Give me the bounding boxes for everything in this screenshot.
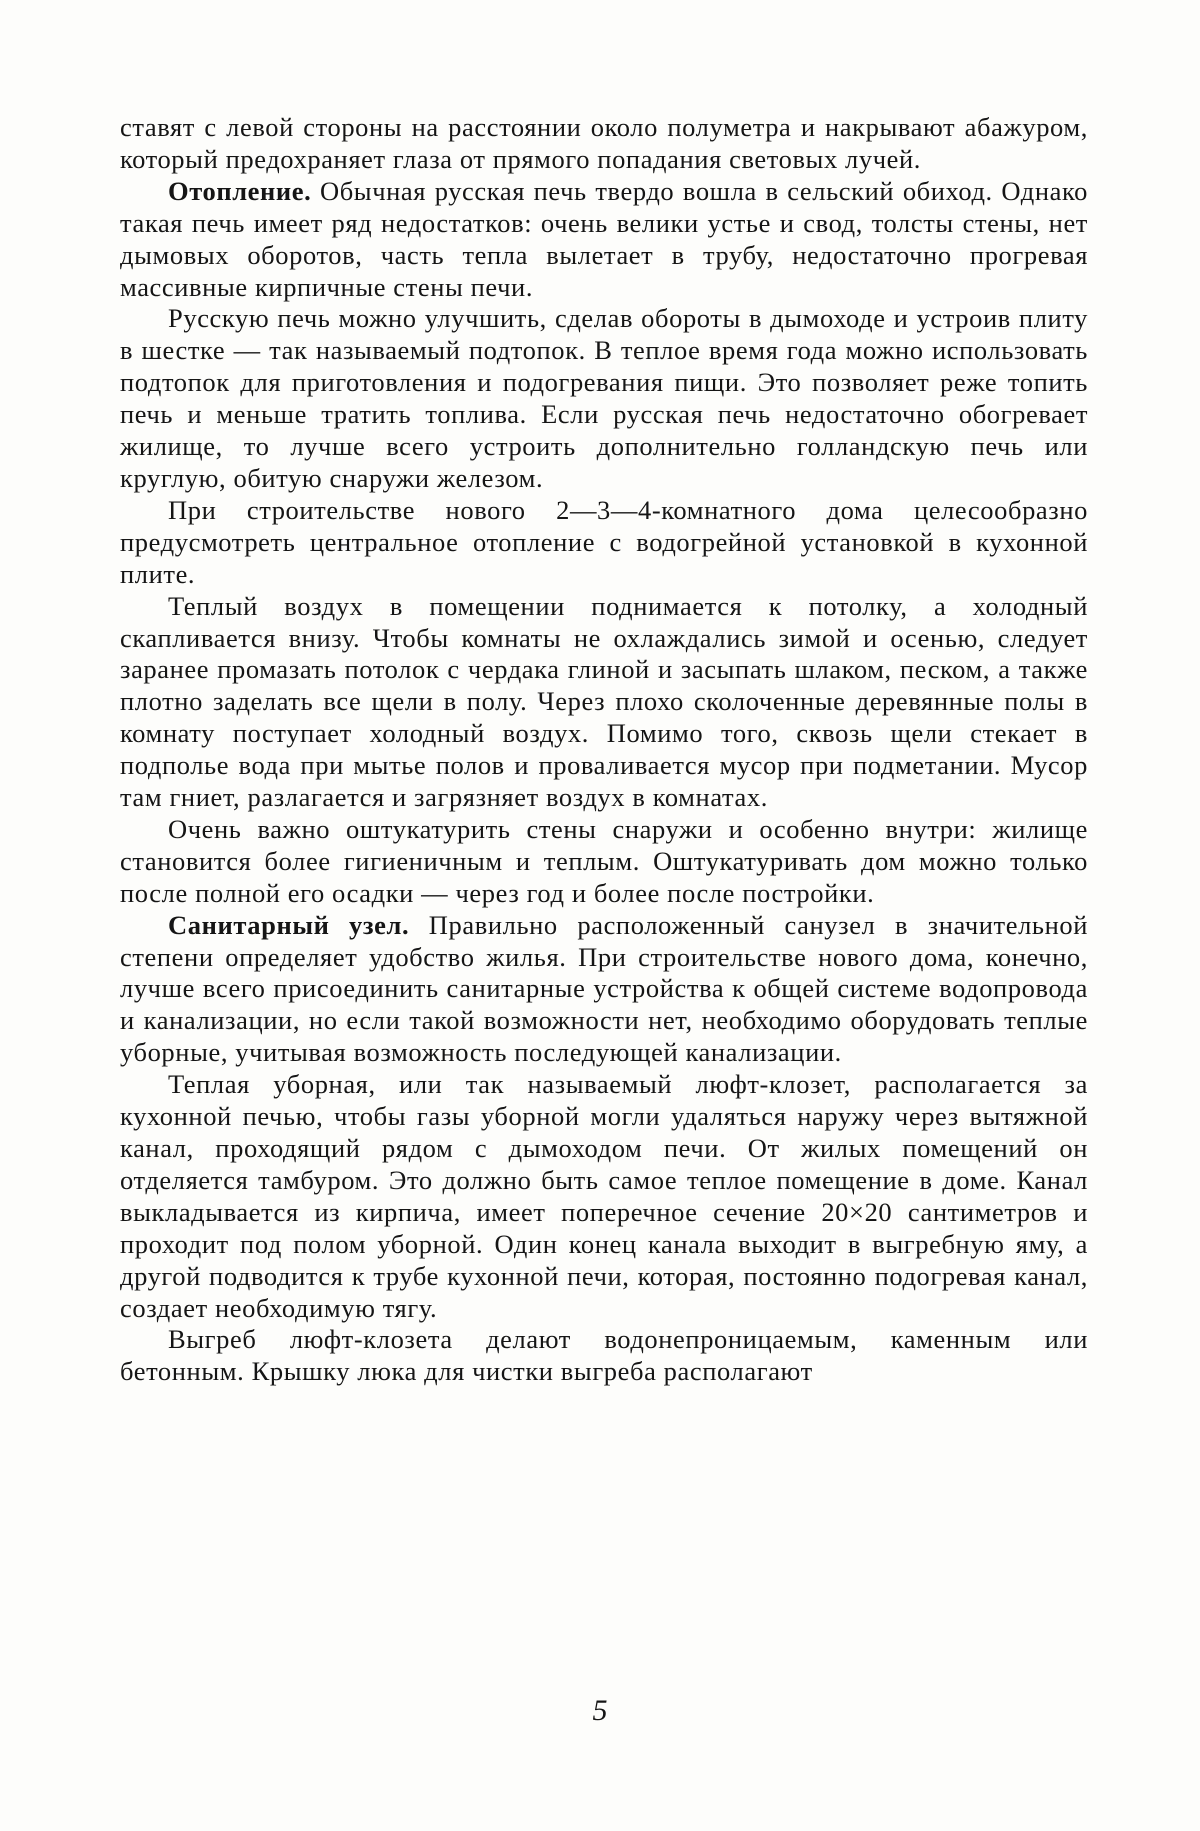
section-heading-sanitary: Санитарный узел. <box>168 910 409 940</box>
paragraph-central-heating <box>120 495 1088 591</box>
paragraph-text: Обычная русская печь твердо вошла в сельский обиход. Однако такая печь имеет ряд недостатков: очень велики устье и свод, толсты стены, нет дымовых оборотов, часть тепла вылетает в трубу, недостаточно прогревая массивные кирпичные стены печи. <box>120 176 1088 302</box>
paragraph-warm-toilet <box>120 1069 1088 1324</box>
paragraph-text: Выгреб люфт-клозета делают водонепроницаемым, каменным или бетонным. Крышку люка для чистки выгреба располагают <box>120 1324 1088 1386</box>
page-number: 5 <box>0 1694 1200 1728</box>
section-heading-heating: Отопление. <box>168 176 311 206</box>
paragraph-text: Правильно расположенный санузел в значительной степени определяет удобство жилья. При строительстве нового дома, конечно, лучше всего присоединить санитарные устройства к общей системе водопровода и канализации, но если такой возможности нет, необходимо оборудовать теплые уборные, учитывая возможность последующей канализации. <box>120 910 1088 1068</box>
paragraph-continuation <box>120 112 1088 176</box>
paragraph-text: Теплая уборная, или так называемый люфт-клозет, располагается за кухонной печью, чтобы газы уборной могли удаляться наружу через вытяжной канал, проходящий рядом с дымоходом печи. От жилых помещений он отделяется тамбуром. Это должно быть самое теплое помещение в доме. Канал выкладывается из кирпича, имеет поперечное сечение 20×20 сантиметров и проходит под полом уборной. Один конец канала выходит в выгребную яму, а другой подводится к трубе кухонной печи, которая, постоянно подогревая канал, создает необходимую тягу. <box>120 1069 1088 1322</box>
body-text <box>120 112 1088 1388</box>
paragraph-warm-air <box>120 591 1088 814</box>
paragraph-plastering <box>120 814 1088 910</box>
paragraph-text: ставят с левой стороны на расстоянии около полуметра и накрывают абажуром, который предохраняет глаза от прямого попадания световых лучей. <box>120 112 1088 174</box>
paragraph-text: Теплый воздух в помещении поднимается к потолку, а холодный скапливается внизу. Чтобы комнаты не охлаждались зимой и осенью, следует заранее промазать потолок с чердака глиной и засыпать шлаком, песком, а также плотно заделать все щели в полу. Через плохо сколоченные деревянные полы в комнату поступает холодный воздух. Помимо того, сквозь щели стекает в подполье вода при мытье полов и проваливается мусор при подметании. Мусор там гниет, разлагается и загрязняет воздух в комнатах. <box>120 591 1088 812</box>
book-page <box>0 0 1200 1831</box>
paragraph-sanitary <box>120 910 1088 1070</box>
paragraph-cesspit <box>120 1324 1088 1388</box>
paragraph-stove-improvement <box>120 303 1088 494</box>
paragraph-text: Русскую печь можно улучшить, сделав обороты в дымоходе и устроив плиту в шестке — так называемый подтопок. В теплое время года можно использовать подтопок для приготовления и подогревания пищи. Это позволяет реже топить печь и меньше тратить топлива. Если русская печь недостаточно обогревает жилище, то лучше всего устроить дополнительно голландскую печь или круглую, обитую снаружи железом. <box>120 303 1088 493</box>
paragraph-text: Очень важно оштукатурить стены снаружи и особенно внутри: жилище становится более гигиеничным и теплым. Оштукатуривать дом можно только после полной его осадки — через год и более после постройки. <box>120 814 1088 908</box>
paragraph-heating <box>120 176 1088 304</box>
paragraph-text: При строительстве нового 2—3—4-комнатного дома целесообразно предусмотреть центральное отопление с водогрейной установкой в кухонной плите. <box>120 495 1088 589</box>
